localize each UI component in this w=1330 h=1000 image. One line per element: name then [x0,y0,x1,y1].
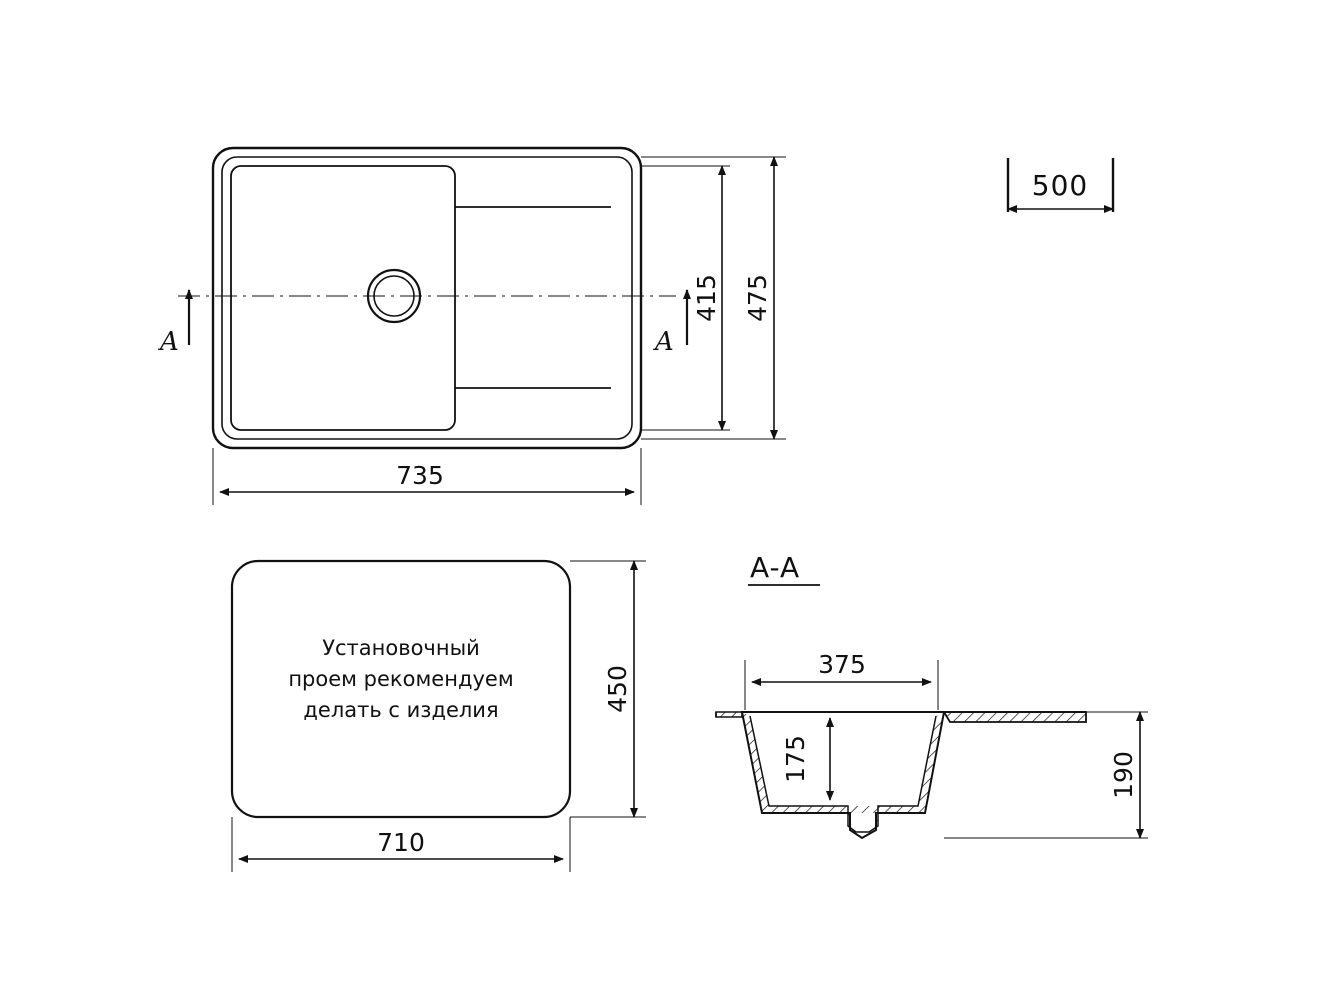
dimension-bowl-height-label: 415 [692,274,721,322]
dimension-total-height-label: 475 [743,274,772,322]
dimension-cutout-width [239,828,563,859]
cutout-note-line-1: Установочный [322,636,480,660]
dimension-total-height [743,157,774,439]
section-title [748,551,820,585]
dimension-cutout-height-label: 450 [603,665,632,713]
cutout-note-line-3: делать с изделия [303,698,499,722]
dimension-overall-depth [1109,712,1140,838]
min-cabinet-badge [1008,158,1113,212]
section-title-label: A-A [750,551,801,584]
section-mark-left [158,290,189,357]
section-mark-left-label: A [160,327,179,357]
section-mark-right-label: A [655,327,674,357]
dimension-bowl-depth-label: 175 [781,735,810,783]
dimension-overall-depth-label: 190 [1109,751,1138,799]
section-geometry [716,712,1086,838]
dimension-cutout-height [603,561,634,817]
dimension-bowl-height [692,166,722,430]
min-cabinet-badge-label: 500 [1031,169,1089,202]
dimension-width [220,461,634,492]
dimension-bowl-depth [781,718,830,800]
dimension-bowl-width-label: 375 [818,650,866,679]
dimension-cutout-width-label: 710 [377,828,425,857]
dimension-bowl-width [752,650,931,682]
dimension-width-label: 735 [396,461,444,490]
cutout-note-line-2: проем рекомендуем [288,667,514,691]
top-view-geometry [178,148,676,448]
section-mark-right [653,290,687,357]
